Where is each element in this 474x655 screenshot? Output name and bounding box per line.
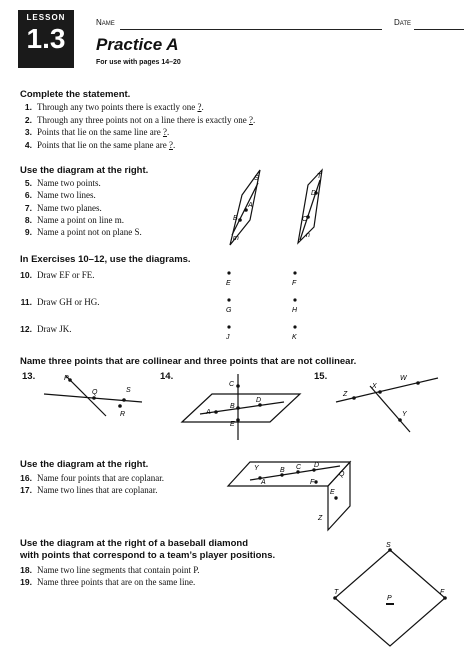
exercise-15-diagram <box>330 372 445 437</box>
label-e: E <box>330 489 335 496</box>
answer-blank[interactable]: ? <box>248 114 253 125</box>
point-e <box>236 418 240 422</box>
label-e: E <box>230 421 235 428</box>
question-4: 4. Points that lie on the same plane are ?. <box>24 139 176 150</box>
label-b: B <box>233 215 238 222</box>
page-subtitle: For use with pages 14–20 <box>96 59 181 66</box>
baseball-diamond-diagram <box>320 540 460 652</box>
question-16: 16. Name four points that are coplanar. <box>20 473 164 483</box>
label-m: m <box>233 235 239 242</box>
label-b: B <box>280 467 285 474</box>
section3-heading: In Exercises 10–12, use the diagrams. <box>20 254 191 265</box>
question-12: 12. Draw JK. <box>20 324 72 334</box>
point-h <box>293 298 296 301</box>
point-e <box>227 271 230 274</box>
point-q <box>92 396 96 400</box>
label-t: T <box>317 173 322 180</box>
label-y: Y <box>402 411 407 418</box>
section2-heading: Use the diagram at the right. <box>20 165 149 176</box>
exercise-13-diagram <box>38 372 148 422</box>
section6-list <box>16 564 199 589</box>
label-q: Q <box>92 389 98 396</box>
exercise-14-diagram <box>172 372 304 442</box>
date-field[interactable] <box>414 19 464 30</box>
label-d: D <box>311 190 317 197</box>
section6-heading-line1: Use the diagram at the right of a baseball diamond <box>20 538 249 549</box>
label-z: Z <box>318 515 323 522</box>
question-11: 11. Draw GH or HG. <box>20 297 100 307</box>
name-label: Name <box>96 18 115 27</box>
label-z: Z <box>343 391 348 398</box>
label-n: n <box>306 232 310 239</box>
exercise-14-number: 14. <box>160 371 174 382</box>
question-3: 3. Points that lie on the same line are ?. <box>24 127 170 137</box>
exercise-13-number: 13. <box>22 371 36 382</box>
label-p: P <box>387 595 392 602</box>
label-a: A <box>261 479 266 486</box>
label-e: E <box>226 280 231 287</box>
label-b: B <box>230 403 235 410</box>
point-p <box>68 378 72 382</box>
question-18: 18. Name two line segments that contain point P. <box>20 565 200 575</box>
label-s: S <box>254 175 259 182</box>
label-j: J <box>226 334 230 341</box>
section2-list <box>16 177 142 238</box>
point-pairs <box>215 265 315 345</box>
answer-blank[interactable]: ? <box>162 127 167 137</box>
label-g: G <box>226 307 232 314</box>
line-ad <box>200 402 284 414</box>
label-y: Y <box>254 465 259 472</box>
point-c <box>236 384 240 388</box>
planes-diagram <box>220 165 340 255</box>
section1-list <box>16 101 255 151</box>
label-a: A <box>206 409 211 416</box>
point-x <box>378 390 382 394</box>
line-xy <box>370 386 410 432</box>
lesson-number: 1.3 <box>26 23 66 54</box>
question-1: 1. Through any two points there is exactly one ?. <box>24 102 204 112</box>
label-c: C <box>296 464 302 471</box>
label-f: F <box>440 589 445 596</box>
answer-blank[interactable]: ? <box>197 102 202 112</box>
point-y <box>398 418 402 422</box>
label-w: W <box>400 375 407 382</box>
section6-heading-line2: with points that correspond to a team’s player positions. <box>20 550 276 561</box>
question-8: 8. Name a point on line m. <box>24 214 124 225</box>
section5-heading: Use the diagram at the right. <box>20 459 149 470</box>
page-title: Practice A <box>96 35 179 54</box>
section4-heading: Name three points that are collinear and three points that are not collinear. <box>20 356 357 367</box>
label-s: S <box>126 387 131 394</box>
label-c: C <box>229 381 235 388</box>
point-b <box>238 218 242 222</box>
label-k: K <box>292 334 297 341</box>
point-e <box>334 496 337 499</box>
label-r: R <box>120 411 126 418</box>
point-z <box>352 396 356 400</box>
label-f: F <box>292 280 297 287</box>
name-field[interactable] <box>120 19 382 30</box>
label-c: C <box>302 216 308 223</box>
label-x: X <box>372 383 377 390</box>
exercise-15-number: 15. <box>314 371 328 382</box>
point-r <box>118 404 122 408</box>
lesson-label: LESSON <box>26 13 66 22</box>
question-10: 10. Draw EF or FE. <box>20 270 95 280</box>
date-label: Date <box>394 18 412 27</box>
question-17: 17. Name two lines that are coplanar. <box>20 485 158 496</box>
question-7: 7. Name two planes. <box>24 202 102 213</box>
label-h: H <box>292 307 298 314</box>
label-d: D <box>256 397 262 404</box>
line-on-top <box>250 466 340 480</box>
question-2: 2. Through any three points not on a line there is exactly one ?. <box>24 114 256 125</box>
label-p: P <box>64 375 69 382</box>
label-s: S <box>386 542 391 549</box>
question-6: 6. Name two lines. <box>24 190 96 201</box>
point-j <box>227 325 230 328</box>
point-f <box>293 271 296 274</box>
answer-blank[interactable]: ? <box>168 139 173 150</box>
label-d: D <box>314 462 320 469</box>
section1-heading: Complete the statement. <box>20 89 131 100</box>
question-19: 19. Name three points that are on the same line. <box>20 577 196 588</box>
point-k <box>293 325 296 328</box>
label-f: F <box>310 479 315 486</box>
question-5: 5. Name two points. <box>24 178 101 188</box>
point-g <box>227 298 230 301</box>
line-zw <box>336 378 438 402</box>
point-f <box>314 480 317 483</box>
lesson-badge <box>18 10 74 68</box>
question-9: 9. Name a point not on plane S. <box>24 227 142 238</box>
point-w <box>416 381 420 385</box>
section5-list <box>16 472 164 497</box>
point-b <box>236 406 240 410</box>
point-a <box>214 410 218 414</box>
label-q: Q <box>339 471 345 478</box>
pitcher-mound <box>386 603 394 605</box>
point-f <box>443 596 447 600</box>
folded-planes-diagram <box>226 458 356 533</box>
label-t: T <box>334 589 339 596</box>
point-t <box>333 596 337 600</box>
label-a: A <box>248 202 253 209</box>
plane-t <box>298 170 322 243</box>
point-s <box>122 398 126 402</box>
